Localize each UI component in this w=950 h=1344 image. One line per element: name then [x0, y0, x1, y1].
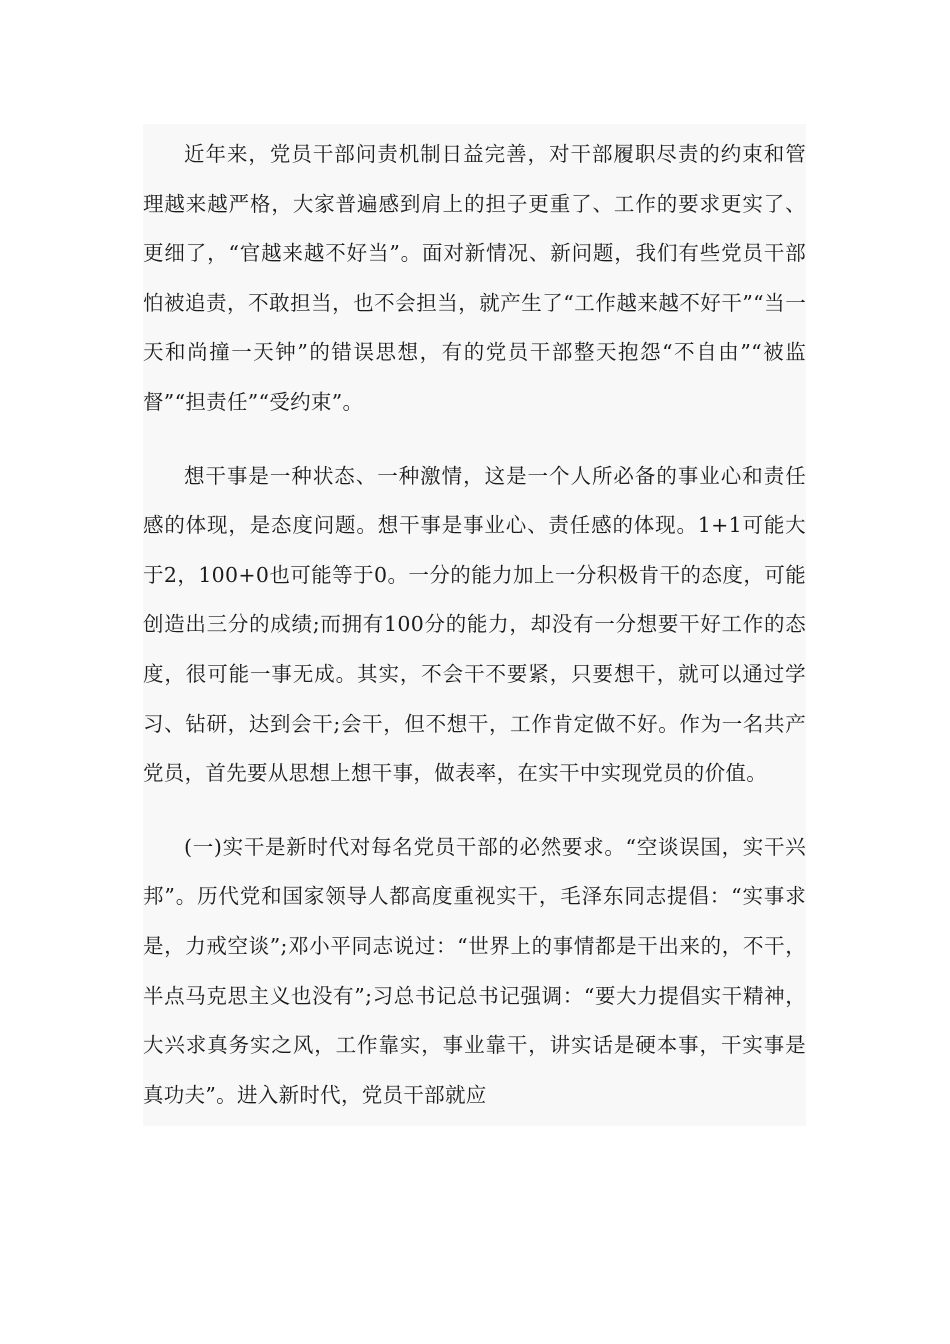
- paragraph-1: 近年来，党员干部问责机制日益完善，对干部履职尽责的约束和管理越来越严格，大家普遍感到肩上的担子更重了、工作的要求更实了、更细了，“官越来越不好当”。面对新情况、新问题，我们有些党员干部怕被追责，不敢担当，也不会担当，就产生了“工作越来越不好干”“当一天和尚撞一天钟”的错误思想，有的党员干部整天抱怨“不自由”“被监督”“担责任”“受约束”。: [143, 142, 806, 414]
- paragraph-3: (一)实干是新时代对每名党员干部的必然要求。“空谈误国，实干兴邦”。历代党和国家领导人都高度重视实干，毛泽东同志提倡：“实事求是，力戒空谈”;邓小平同志说过：“世界上的事情都是干出来的，不干，半点马克思主义也没有”;习总书记总书记强调：“要大力提倡实干精神，大兴求真务实之风，工作靠实，事业靠干，讲实话是硬本事，干实事是真功夫”。进入新时代，党员干部就应: [143, 834, 806, 1107]
- paragraph-2: 想干事是一种状态、一种激情，这是一个人所必备的事业心和责任感的体现，是态度问题。想干事是事业心、责任感的体现。1+1可能大于2，100+0也可能等于0。一分的能力加上一分积极肯干的态度，可能创造出三分的成绩;而拥有100分的能力，却没有一分想要干好工作的态度，很可能一事无成。其实，不会干不要紧，只要想干，就可以通过学习、钻研，达到会干;会干，但不想干，工作肯定做不好。作为一名共产党员，首先要从思想上想干事，做表率，在实干中实现党员的价值。: [143, 463, 806, 786]
- text-body: [143, 124, 806, 1126]
